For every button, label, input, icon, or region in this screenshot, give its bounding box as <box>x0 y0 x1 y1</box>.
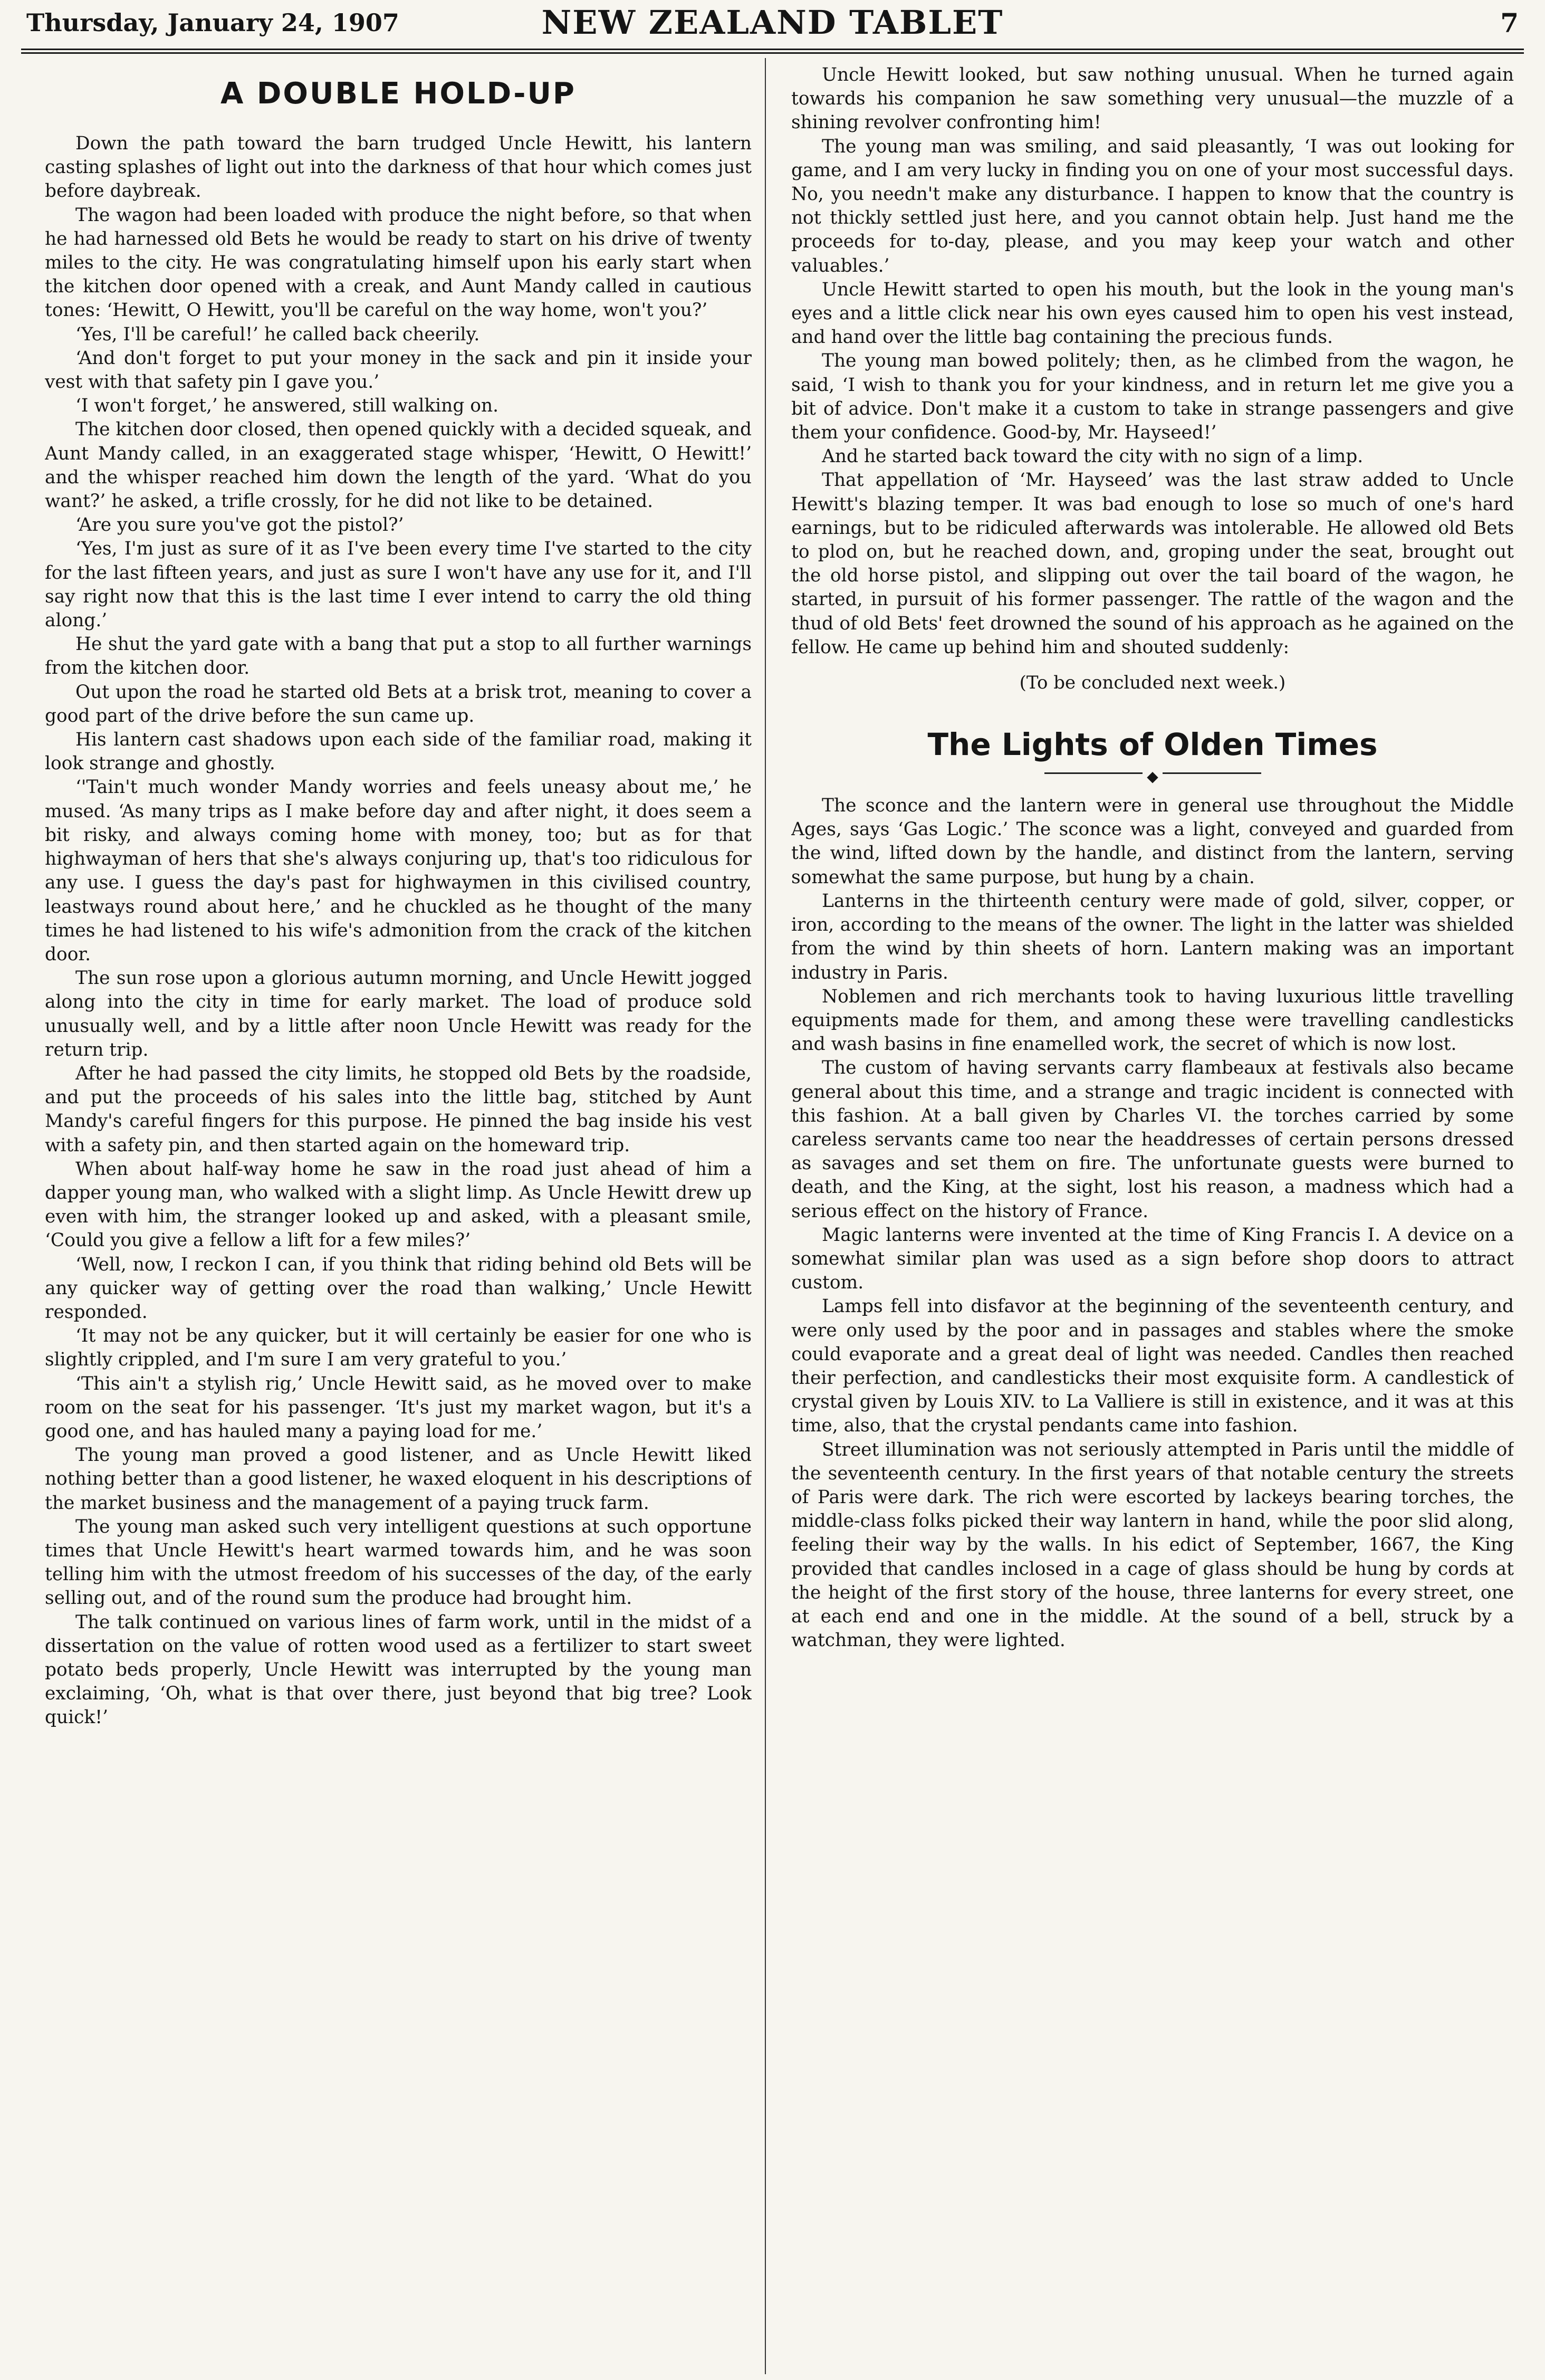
story-paragraph: That appellation of ‘Mr. Hayseed’ was the last straw added to Uncle Hewitt's blazing temper. It was bad enough to lose so much of one's hard earnings, but to be ridiculed afterwards was intolerable. He allowed old Bets to plod on, but he reached down, and, groping under the seat, brought out the old horse pistol, and slipping out over the tail board of the wagon, he started, in pursuit of his former passenger. The rattle of the wagon and the thud of old Bets' feet drowned the sound of his approach as he agained on the fellow. He came up behind him and shouted suddenly: <box>791 470 1514 658</box>
masthead <box>26 3 1519 45</box>
story-paragraph: The talk continued on various lines of farm work, until in the midst of a dissertation on the value of rotten wood used as a fertilizer to start sweet potato beds properly, Uncle Hewitt was interrupted by the young man exclaiming, ‘Oh, what is that over there, just beyond that big tree? Look quick!’ <box>45 1611 752 1728</box>
column-divider <box>765 58 766 2374</box>
diamond-icon: ◆ <box>1143 768 1163 785</box>
story-paragraph: ‘And don't forget to put your money in the sack and pin it inside your vest with that safety pin I gave you.’ <box>45 347 752 393</box>
story-paragraph: ‘Yes, I'm just as sure of it as I've been every time I've started to the city for the last fifteen years, and just as sure I won't have any use for it, and I'll say right now that this is the last time I ever intend to carry the old thing along.’ <box>45 538 752 632</box>
ornament-divider <box>791 768 1514 786</box>
story-paragraph: The wagon had been loaded with produce the night before, so that when he had harnessed old Bets he would be ready to start on his drive of twenty miles to the city. He was congratulating himself upon his early start when the kitchen door opened with a creak, and Aunt Mandy called in cautious tones: ‘Hewitt, O Hewitt, you'll be careful on the way home, won't you?’ <box>45 204 752 321</box>
article-paragraph: The sconce and the lantern were in general use throughout the Middle Ages, says ‘Gas Logic.’ The sconce was a light, conveyed and guarded from the wind, lifted down by the handle, and distinct from the lantern, serving somewhat the same purpose, but hung by a chain. <box>791 795 1514 888</box>
story-paragraph: After he had passed the city limits, he stopped old Bets by the roadside, and put the proceeds of his sales into the little bag, stitched by Aunt Mandy's careful fingers for this purpose. He pinned the bag inside his vest with a safety pin, and then started again on the homeward trip. <box>45 1063 752 1156</box>
story-paragraph: When about half-way home he saw in the road just ahead of him a dapper young man, who walked with a slight limp. As Uncle Hewitt drew up even with him, the stranger looked up and asked, with a pleasant smile, ‘Could you give a fellow a lift for a few miles?’ <box>45 1158 752 1251</box>
story-paragraph: Uncle Hewitt looked, but saw nothing unusual. When he turned again towards his companion he saw something very unusual—the muzzle of a shining revolver confronting him! <box>791 64 1514 133</box>
story-paragraph: ‘'Tain't much wonder Mandy worries and feels uneasy about me,’ he mused. ‘As many trips as I make before day and after night, it does seem a bit risky, and always coming home with money, too; but as for that highwayman of hers that she's always conjuring up, that's too ridiculous for any use. I guess the day's past for highwaymen in this civilised country, leastways round about here,’ and he chuckled as he thought of the many times he had listened to his wife's admonition from the crack of the kitchen door. <box>45 777 752 965</box>
masthead-rule <box>21 49 1524 54</box>
story-title: A DOUBLE HOLD-UP <box>220 77 576 111</box>
story-paragraph: Out upon the road he started old Bets at a brisk trot, meaning to cover a good part of the drive before the sun came up. <box>45 681 752 727</box>
article-paragraph: Street illumination was not seriously attempted in Paris until the middle of the seventeenth century. In the first years of that notable century the streets of Paris were dark. The rich were escorted by lackeys bearing torches, the middle-class folks picked their way lantern in hand, while the poor slid along, feeling their way by the walls. In his edict of September, 1667, the King provided that candles inclosed in a cage of glass should be hung by cords at the height of the first story of the house, three lanterns for every street, one at each end and one in the middle. At the sound of a bell, struck by a watchman, they were lighted. <box>791 1439 1514 1651</box>
article-paragraph: Lanterns in the thirteenth century were made of gold, silver, copper, or iron, according to the means of the owner. The light in the latter was shielded from the wind by thin sheets of horn. Lantern making was an important industry in Paris. <box>791 890 1514 983</box>
story-paragraph: ‘This ain't a stylish rig,’ Uncle Hewitt said, as he moved over to make room on the seat for his passenger. ‘It's just my market wagon, but it's a good one, and has hauled many a paying load for me.’ <box>45 1373 752 1442</box>
story-paragraph: ‘I won't forget,’ he answered, still walking on. <box>75 395 499 417</box>
story-paragraph: ‘Are you sure you've got the pistol?’ <box>75 514 404 536</box>
story-paragraph: The young man asked such very intelligent questions at such opportune times that Uncle Hewitt's heart warmed towards him, and he was soon telling him with the utmost freedom of his successes of the day, of the early selling out, and of the round sum the produce had brought him. <box>45 1516 752 1609</box>
story-paragraph: ‘Yes, I'll be careful!’ he called back cheerily. <box>75 323 480 345</box>
story-paragraph: The kitchen door closed, then opened quickly with a decided squeak, and Aunt Mandy called, in an exaggerated stage whisper, ‘Hewitt, O Hewitt!’ and the whisper reached him down the length of the yard. ‘What do you want?’ he asked, a trifle crossly, for he did not like to be detained. <box>45 419 752 512</box>
story-paragraph: The young man proved a good listener, and as Uncle Hewitt liked nothing better than a good listener, he waxed eloquent in his descriptions of the market business and the management of a paying truck farm. <box>45 1445 752 1514</box>
right-column <box>791 63 1514 2369</box>
story-paragraph: ‘It may not be any quicker, but it will certainly be easier for one who is slightly crippled, and I'm sure I am very grateful to you.’ <box>45 1325 752 1371</box>
article-title: The Lights of Olden Times <box>927 727 1378 763</box>
issue-date: Thursday, January 24, 1907 <box>26 8 399 37</box>
story-paragraph: His lantern cast shadows upon each side of the familiar road, making it look strange and ghostly. <box>45 729 752 775</box>
left-column <box>45 63 752 2369</box>
story-paragraph: ‘Well, now, I reckon I can, if you think that riding behind old Bets will be any quicker way of getting over the road than walking,’ Uncle Hewitt responded. <box>45 1254 752 1323</box>
article-paragraph: Noblemen and rich merchants took to having luxurious little travelling equipments made for them, and among these were travelling candlesticks and wash basins in fine enamelled work, the secret of which is now lost. <box>791 986 1514 1055</box>
page-number: 7 <box>1500 7 1519 39</box>
article-paragraph: The custom of having servants carry flambeaux at festivals also became general about this time, and a strange and tragic incident is connected with this fashion. At a ball given by Charles VI. the torches carried by some careless servants came too near the headdresses of certain persons dressed as savages and set them on fire. The unfortunate guests were burned to death, and the King, at the sight, lost his reason, a madness which had a serious effect on the history of France. <box>791 1057 1514 1222</box>
continued-notice: (To be concluded next week.) <box>1019 672 1286 694</box>
story-paragraph: And he started back toward the city with no sign of a limp. <box>822 446 1364 467</box>
story-paragraph: The sun rose upon a glorious autumn morning, and Uncle Hewitt jogged along into the city in time for early market. The load of produce sold unusually well, and by a little after noon Uncle Hewitt was ready for the return trip. <box>45 968 752 1060</box>
article-paragraph: Lamps fell into disfavor at the beginning of the seventeenth century, and were only used by the poor and in passages and stables where the smoke could evaporate and a great deal of light was needed. Candles then reached their perfection, and candlesticks their most exquisite form. A candlestick of crystal given by Louis XIV. to La Valliere is still in existence, and it was at this time, also, that the crystal pendants came into fashion. <box>791 1296 1514 1437</box>
story-paragraph: Down the path toward the barn trudged Uncle Hewitt, his lantern casting splashes of light out into the darkness of that hour which comes just before daybreak. <box>45 133 752 202</box>
story-paragraph: The young man was smiling, and said pleasantly, ‘I was out looking for game, and I am very lucky in finding you on one of your most successful days. No, you needn't make any disturbance. I happen to know that the country is not thickly settled just here, and you cannot obtain help. Just hand me the proceeds for to-day, please, and you may keep your watch and other valuables.’ <box>791 136 1514 276</box>
article-paragraph: Magic lanterns were invented at the time of King Francis I. A device on a somewhat similar plan was used as a sign before shop doors to attract custom. <box>791 1224 1514 1294</box>
story-paragraph: Uncle Hewitt started to open his mouth, but the look in the young man's eyes and a little click near his own eyes caused him to open his vest instead, and hand over the little bag containing the precious funds. <box>791 279 1514 348</box>
story-paragraph: He shut the yard gate with a bang that put a stop to all further warnings from the kitchen door. <box>45 634 752 679</box>
story-paragraph: The young man bowed politely; then, as he climbed from the wagon, he said, ‘I wish to thank you for your kindness, and in return let me give you a bit of advice. Don't make it a custom to take in strange passengers and give them your confidence. Good-by, Mr. Hayseed!’ <box>791 350 1514 444</box>
newspaper-title: NEW ZEALAND TABLET <box>541 3 1004 42</box>
